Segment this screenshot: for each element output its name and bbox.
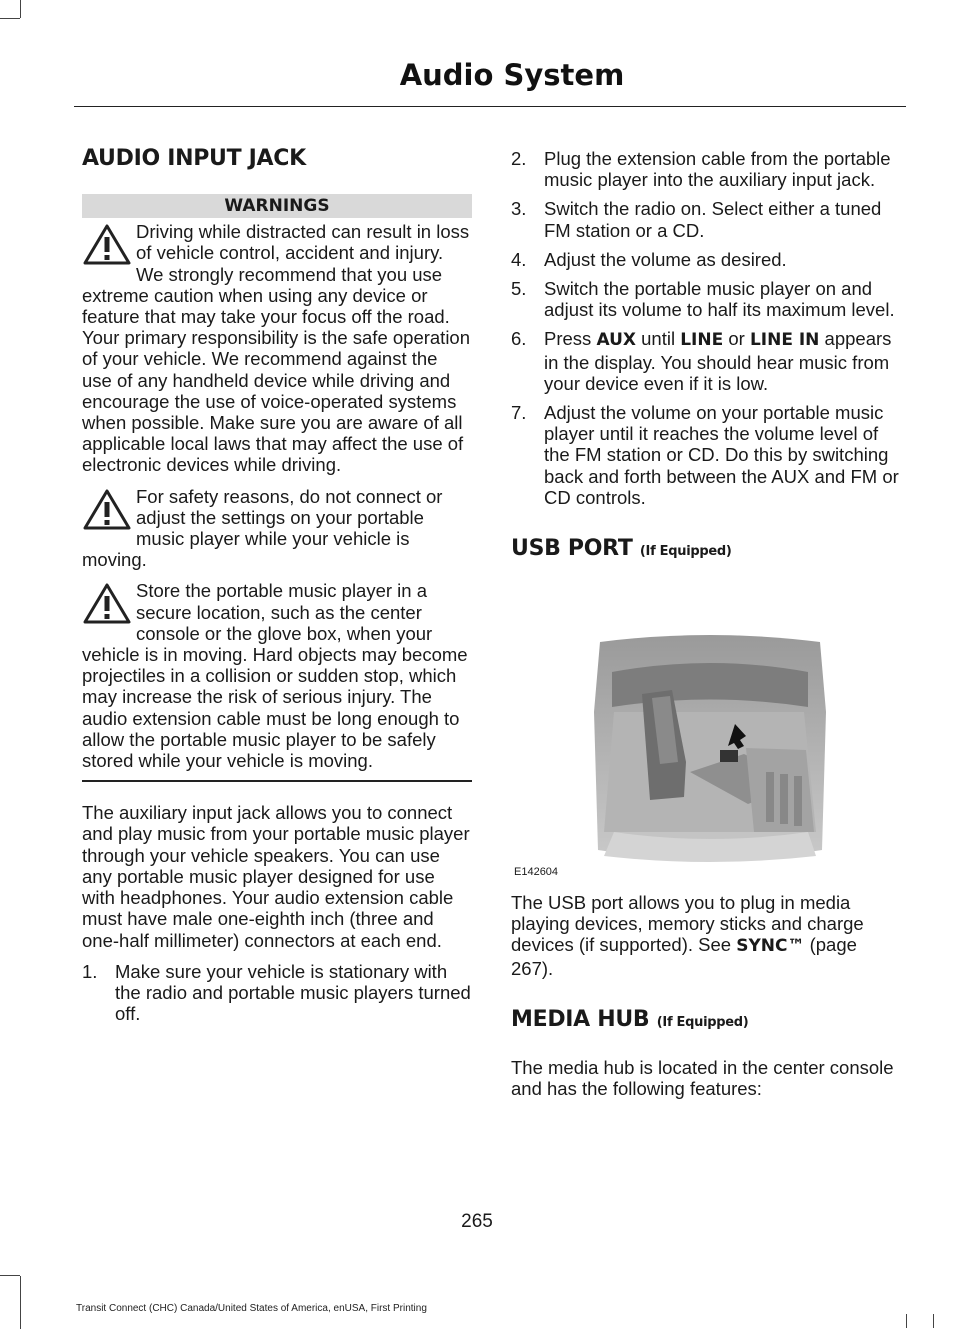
usb-text: The USB port allows you to plug in media playing devices, memory sticks and charge devices (if supported). See SYNC™ (page 267). bbox=[511, 892, 864, 979]
control-label-line: LINE bbox=[680, 330, 724, 351]
crop-mark bbox=[0, 18, 20, 19]
crop-mark bbox=[0, 1275, 20, 1276]
warnings-end-rule bbox=[82, 771, 472, 782]
list-item: 6. Press AUX until LINE or LINE IN appears in the display. You should hear music from your device even if it is low. bbox=[511, 328, 892, 394]
warning-block bbox=[82, 486, 472, 571]
crop-mark bbox=[20, 1314, 21, 1328]
media-hub-text: The media hub is located in the center console and has the following features: bbox=[511, 1057, 894, 1100]
section-heading-usb-port: USB PORT (If Equipped) bbox=[511, 536, 732, 562]
usb-port-photo bbox=[594, 632, 826, 866]
control-label-line-in: LINE IN bbox=[749, 330, 820, 351]
warning-triangle-icon bbox=[82, 223, 132, 267]
list-item: 4. Adjust the volume as desired. bbox=[511, 248, 787, 270]
control-label-aux: AUX bbox=[596, 330, 636, 351]
section-heading-audio-input: AUDIO INPUT JACK bbox=[82, 146, 306, 171]
list-item: 7. Adjust the volume on your portable music player until it reaches the volume level of the FM station or CD. Do this by switching back and forth between the AUX and FM or CD controls. bbox=[511, 402, 899, 508]
warning-triangle-icon bbox=[82, 488, 132, 532]
warnings-bar: WARNINGS bbox=[82, 194, 472, 218]
crop-mark bbox=[20, 0, 21, 18]
warning-triangle-icon bbox=[82, 582, 132, 626]
warning-text: For safety reasons, do not connect or adjust the settings on your portable music player while your vehicle is moving. bbox=[82, 485, 443, 571]
list-item: 3. Switch the radio on. Select either a tuned FM station or a CD. bbox=[511, 198, 882, 241]
footer-text: Transit Connect (CHC) Canada/United States of America, enUSA, First Printing bbox=[76, 1303, 427, 1314]
crop-mark bbox=[906, 1314, 907, 1328]
sync-reference: SYNC™ bbox=[736, 936, 805, 957]
crop-mark bbox=[933, 1314, 934, 1328]
list-item: 5. Switch the portable music player on and adjust its volume to half its maximum level. bbox=[511, 278, 895, 321]
page-number: 265 bbox=[461, 1211, 493, 1232]
figure-id: E142604 bbox=[514, 866, 559, 878]
warning-block bbox=[82, 221, 472, 475]
right-column bbox=[511, 148, 903, 562]
usb-description bbox=[511, 892, 903, 1099]
page-title: Audio System bbox=[399, 58, 625, 92]
warning-block bbox=[82, 580, 472, 771]
warning-text: Driving while distracted can result in loss of vehicle control, accident and injury. We strongly recommend that you use extreme caution when using any device or feature that may take your focus off the road. Your primary responsibility is the safe operation of your vehicle. We recommend against the use of any handheld device while driving and encourage the use of voice-operated systems when possible. Make sure you are aware of all applicable local laws that may affect the use of electronic devices while driving. bbox=[82, 221, 471, 476]
audio-input-intro: The auxiliary input jack allows you to connect and play music from your portable music player through your vehicle speakers. You can use any portable music player designed for use with headphones. Your audio extension cable must have male one-eighth inch (three and one-half millimeter) connectors at each end. bbox=[82, 802, 470, 951]
warning-text: Store the portable music player in a secure location, such as the center console or the glove box, when your vehicle is in moving. Hard objects may become projectiles in a collision or sudden stop, which may increase the risk of serious injury. The audio extension cable must be long enough to allow the portable music player to be safely stored while your vehicle is moving. bbox=[82, 580, 468, 772]
list-item: 2. Plug the extension cable from the portable music player into the auxiliary input jack. bbox=[511, 148, 891, 191]
section-heading-media-hub: MEDIA HUB (If Equipped) bbox=[511, 1006, 749, 1032]
left-column bbox=[82, 148, 472, 1024]
list-item: 1. Make sure your vehicle is stationary with the radio and portable music players turned off. bbox=[82, 960, 471, 1025]
header-rule bbox=[74, 106, 906, 107]
